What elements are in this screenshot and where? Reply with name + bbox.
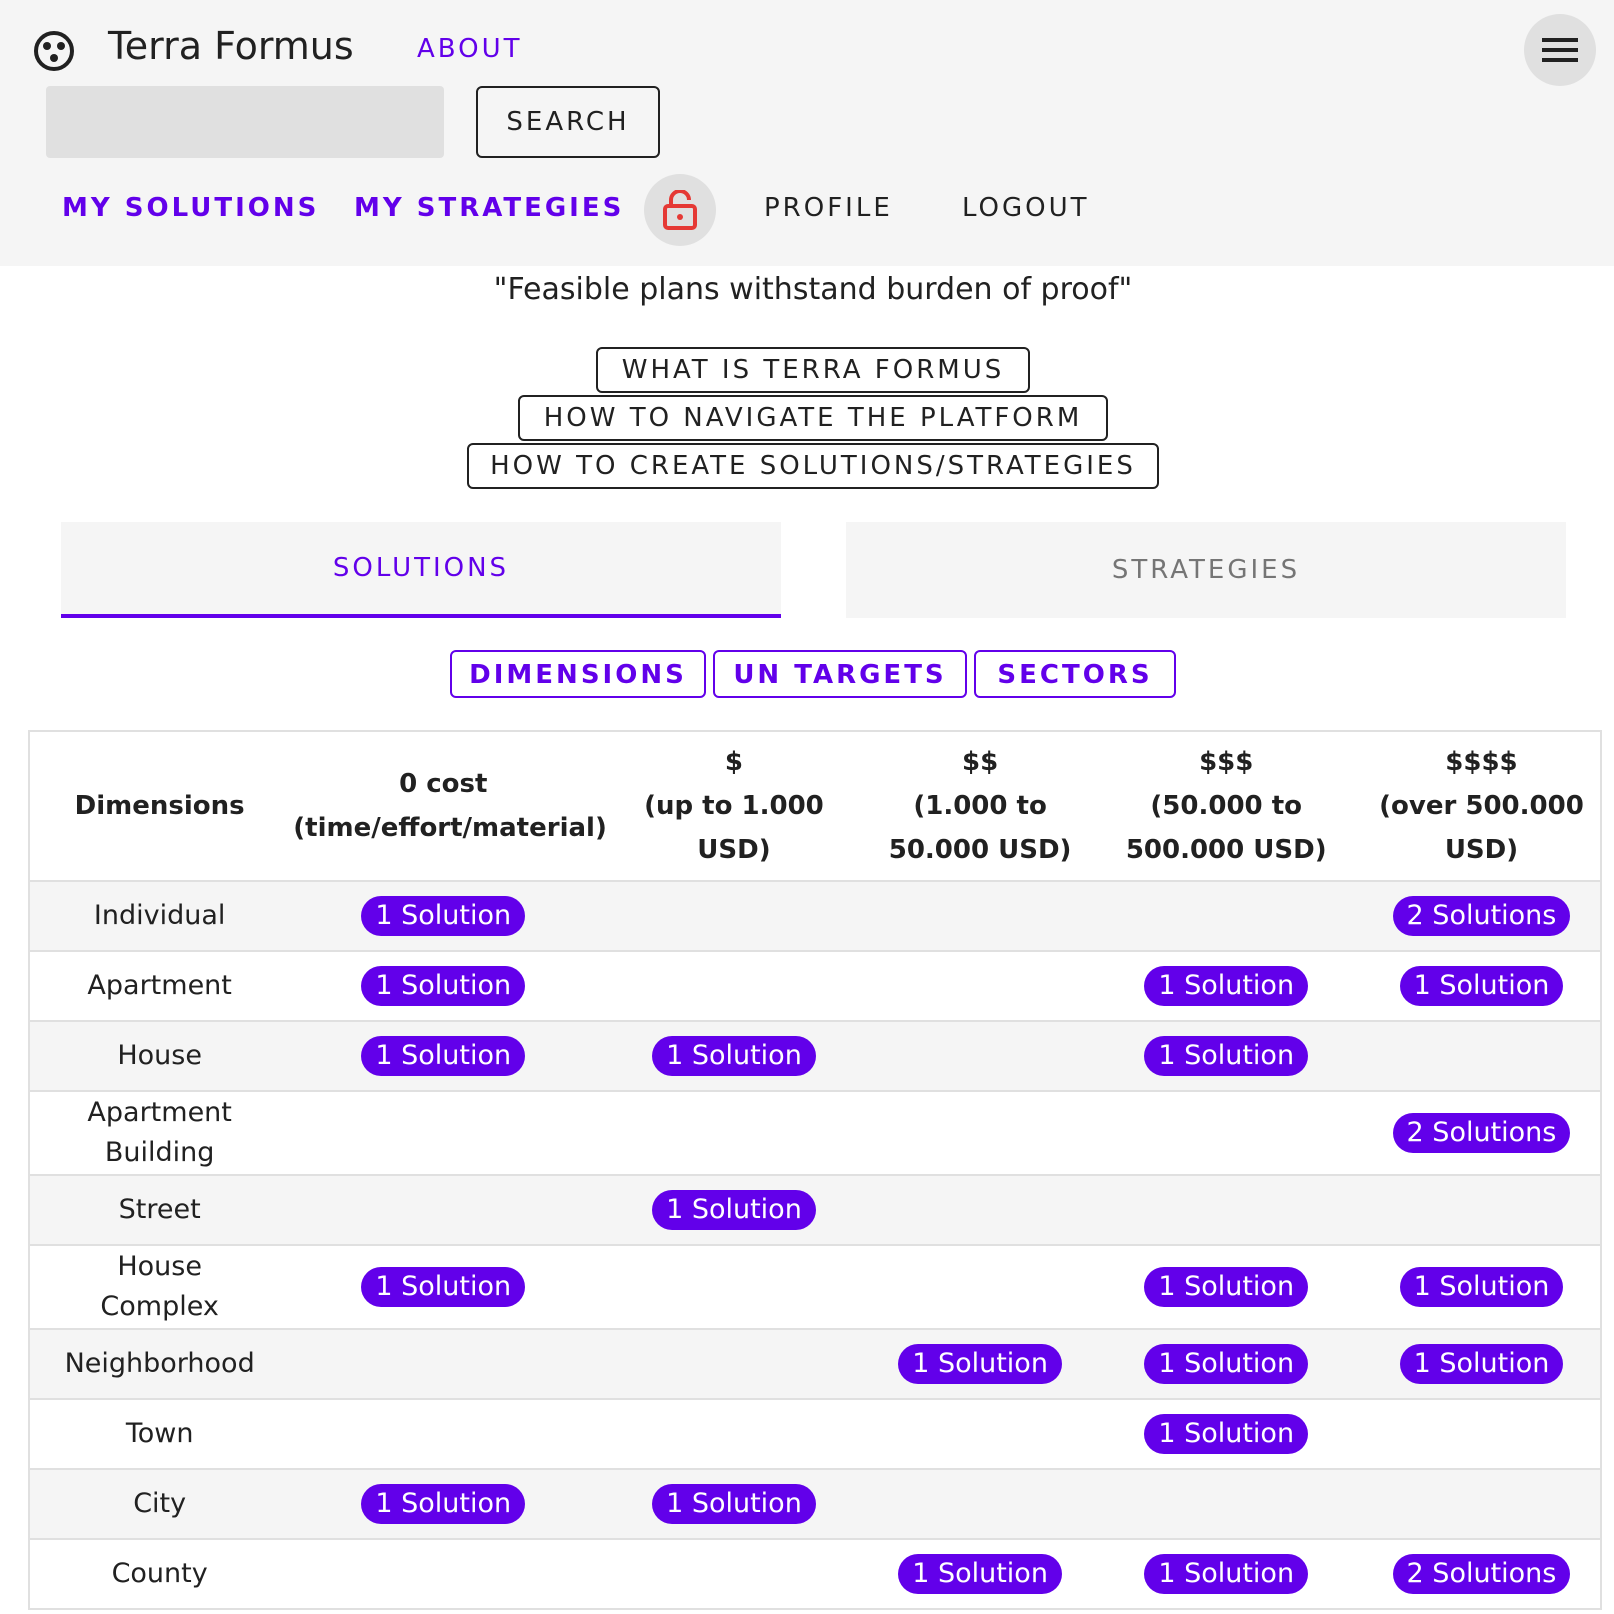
table-cell (871, 1329, 1090, 1399)
table-cell (597, 1399, 870, 1469)
what-is-button[interactable]: WHAT IS TERRA FORMUS (596, 347, 1030, 393)
table-row (30, 881, 1600, 951)
row-label (30, 1021, 289, 1091)
column-header-cost-1 (289, 732, 607, 881)
table-cell (289, 1175, 597, 1245)
table-cell (1363, 1539, 1600, 1609)
table-cell (289, 951, 597, 1021)
row-label (30, 881, 289, 951)
row-label (30, 1399, 289, 1469)
solution-count-badge[interactable]: 1 Solution (898, 1554, 1062, 1594)
row-label-line: House (117, 1040, 202, 1071)
brand-title[interactable]: Terra Formus (108, 24, 354, 68)
hamburger-icon-bar (1542, 48, 1578, 52)
nav-profile[interactable]: PROFILE (764, 193, 893, 223)
table-cell (1363, 1091, 1600, 1175)
table-row (30, 1245, 1600, 1329)
table-cell (597, 881, 870, 951)
table-cell (597, 1469, 870, 1539)
table-cell (289, 1091, 597, 1175)
table-cell (1089, 1245, 1362, 1329)
search-input[interactable] (46, 86, 444, 158)
table-cell (597, 1175, 870, 1245)
solutions-table (28, 730, 1602, 1610)
lock-button[interactable] (644, 174, 716, 246)
table-cell (1363, 881, 1600, 951)
solution-count-badge[interactable]: 1 Solution (1144, 1344, 1308, 1384)
header-line: (up to 1.000 (644, 791, 824, 821)
table-cell (871, 1091, 1090, 1175)
table-cell (1363, 1329, 1600, 1399)
header-line: 0 cost (399, 769, 488, 799)
table-cell (1089, 1469, 1362, 1539)
solution-count-badge[interactable]: 1 Solution (361, 1267, 525, 1307)
table-cell (871, 951, 1090, 1021)
solution-count-badge[interactable]: 1 Solution (652, 1190, 816, 1230)
table-cell (871, 1539, 1090, 1609)
solution-count-badge[interactable]: 1 Solution (652, 1484, 816, 1524)
header-line: $ (724, 747, 743, 777)
header-line: (50.000 to (1150, 791, 1302, 821)
table-cell (289, 1539, 597, 1609)
solution-count-badge[interactable]: 1 Solution (361, 966, 525, 1006)
table-row (30, 1469, 1600, 1539)
solution-count-badge[interactable]: 1 Solution (1144, 1267, 1308, 1307)
table-cell (1363, 1469, 1600, 1539)
table-cell (1089, 881, 1362, 951)
table-cell (1363, 1245, 1600, 1329)
header-line: (time/effort/material) (293, 813, 607, 843)
header-line: 500.000 USD) (1125, 835, 1327, 865)
solution-count-badge[interactable]: 1 Solution (1144, 1036, 1308, 1076)
table-cell (1089, 1399, 1362, 1469)
table-row (30, 1539, 1600, 1609)
solution-count-badge[interactable]: 1 Solution (361, 1484, 525, 1524)
navigate-platform-button[interactable]: HOW TO NAVIGATE THE PLATFORM (518, 395, 1108, 441)
filter-un-targets-button[interactable]: UN TARGETS (713, 650, 967, 698)
header-line: 50.000 USD) (888, 835, 1072, 865)
row-label (30, 951, 289, 1021)
table-cell (289, 1469, 597, 1539)
tab-strategies[interactable]: STRATEGIES (846, 522, 1566, 618)
table-cell (1089, 1091, 1362, 1175)
table-cell (1363, 1021, 1600, 1091)
row-label (30, 1469, 289, 1539)
create-solutions-button[interactable]: HOW TO CREATE SOLUTIONS/STRATEGIES (467, 443, 1159, 489)
solution-count-badge[interactable]: 1 Solution (361, 896, 525, 936)
table-cell (871, 881, 1090, 951)
row-label-line: Individual (93, 900, 226, 931)
table-cell (289, 1329, 597, 1399)
nav-my-solutions[interactable]: MY SOLUTIONS (62, 193, 320, 223)
solution-count-badge[interactable]: 1 Solution (1400, 1344, 1564, 1384)
column-header-cost-5 (1363, 732, 1600, 881)
table-cell (1363, 951, 1600, 1021)
solution-count-badge[interactable]: 1 Solution (1144, 966, 1308, 1006)
row-label-line: Apartment (87, 970, 232, 1001)
table-cell (871, 1469, 1090, 1539)
row-label (30, 1329, 289, 1399)
table-cell (597, 951, 870, 1021)
table-row (30, 1091, 1600, 1175)
solution-count-badge[interactable]: 1 Solution (1144, 1554, 1308, 1594)
solution-count-badge[interactable]: 2 Solutions (1393, 1554, 1571, 1594)
table-cell (289, 881, 597, 951)
header-line: $$$$ (1445, 747, 1518, 777)
logo-icon[interactable] (32, 29, 76, 73)
table-cell (289, 1245, 597, 1329)
table-cell (1089, 951, 1362, 1021)
hamburger-icon (1542, 38, 1578, 42)
solution-count-badge[interactable]: 1 Solution (898, 1344, 1062, 1384)
table-cell (871, 1245, 1090, 1329)
table-cell (597, 1539, 870, 1609)
header-line: USD) (1444, 835, 1519, 865)
table-cell (871, 1399, 1090, 1469)
row-label-line: Building (104, 1137, 215, 1168)
table-cell (1363, 1399, 1600, 1469)
table-cell (1363, 1175, 1600, 1245)
solution-count-badge[interactable]: 1 Solution (361, 1036, 525, 1076)
table-body (30, 881, 1600, 1609)
table-cell (1089, 1175, 1362, 1245)
table-cell (289, 1021, 597, 1091)
nav-my-strategies[interactable]: MY STRATEGIES (354, 193, 625, 223)
row-label-line: Complex (100, 1291, 219, 1322)
nav-logout[interactable]: LOGOUT (962, 193, 1090, 223)
table-cell (597, 1021, 870, 1091)
row-label-line: Street (118, 1194, 201, 1225)
table-cell (597, 1091, 870, 1175)
table-cell (1089, 1539, 1362, 1609)
dimensions-cost-table (30, 732, 1600, 1610)
row-label-line: County (111, 1558, 208, 1589)
header-line: (1.000 to (913, 791, 1047, 821)
row-label-line: City (133, 1488, 187, 1519)
app-header (0, 0, 1614, 266)
tagline: "Feasible plans withstand burden of proof" (493, 272, 1133, 307)
filter-dimensions-button[interactable]: DIMENSIONS (450, 650, 706, 698)
solution-count-badge[interactable]: 1 Solution (652, 1036, 816, 1076)
column-header-dimensions (30, 732, 289, 881)
row-label (30, 1245, 289, 1329)
solution-count-badge[interactable]: 2 Solutions (1393, 1113, 1571, 1153)
solution-count-badge[interactable]: 1 Solution (1144, 1414, 1308, 1454)
table-cell (597, 1245, 870, 1329)
tab-solutions[interactable]: SOLUTIONS (61, 522, 781, 618)
row-label-line: Apartment (87, 1097, 232, 1128)
row-label (30, 1539, 289, 1609)
solution-count-badge[interactable]: 1 Solution (1400, 1267, 1564, 1307)
solution-count-badge[interactable]: 2 Solutions (1393, 896, 1571, 936)
table-cell (871, 1175, 1090, 1245)
table-cell (289, 1399, 597, 1469)
column-header-cost-2 (597, 732, 870, 881)
column-header-cost-3 (871, 732, 1090, 881)
table-cell (1089, 1329, 1362, 1399)
row-label-line: Neighborhood (64, 1348, 255, 1379)
filter-sectors-button[interactable]: SECTORS (974, 650, 1176, 698)
search-button[interactable]: SEARCH (476, 86, 660, 158)
table-cell (597, 1329, 870, 1399)
header-line: (over 500.000 (1379, 791, 1584, 821)
header-line: USD) (697, 835, 771, 865)
table-row (30, 1329, 1600, 1399)
menu-button[interactable] (1524, 14, 1596, 86)
about-link[interactable]: ABOUT (417, 34, 523, 64)
header-line: $$ (961, 747, 999, 777)
table-row (30, 1175, 1600, 1245)
table-cell (1089, 1021, 1362, 1091)
hamburger-icon-bar (1542, 58, 1578, 62)
table-header-row (30, 732, 1600, 881)
row-label (30, 1175, 289, 1245)
row-label-line: Town (125, 1418, 194, 1449)
table-row (30, 1021, 1600, 1091)
column-header-cost-4 (1089, 732, 1362, 881)
lock-open-icon (662, 190, 698, 230)
table-row (30, 951, 1600, 1021)
row-label-line: House (117, 1251, 202, 1282)
row-label (30, 1091, 289, 1175)
table-row (30, 1399, 1600, 1469)
header-line: $$$ (1199, 747, 1254, 777)
header-line: Dimensions (74, 791, 245, 821)
solution-count-badge[interactable]: 1 Solution (1400, 966, 1564, 1006)
table-cell (871, 1021, 1090, 1091)
